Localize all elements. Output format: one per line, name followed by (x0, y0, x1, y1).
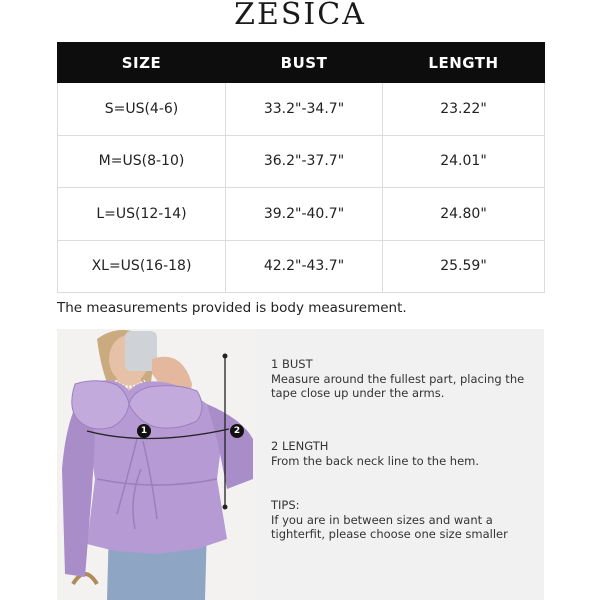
measurement-note: The measurements provided is body measurement. (57, 300, 407, 316)
length-guide (271, 439, 536, 468)
tips-guide (271, 498, 536, 541)
cell-size: L=US(12-14) (58, 188, 226, 241)
cell-size: XL=US(16-18) (58, 240, 226, 293)
table-row (58, 135, 545, 188)
cell-length: 24.80" (383, 188, 545, 241)
cell-length: 25.59" (383, 240, 545, 293)
measurement-guide-panel (256, 329, 544, 600)
cell-bust: 42.2"-43.7" (226, 240, 383, 293)
table-row (58, 83, 545, 136)
tips-title: TIPS: (271, 498, 300, 512)
cell-size: S=US(4-6) (58, 83, 226, 136)
bust-title: 1 BUST (271, 357, 313, 371)
header-length: LENGTH (383, 43, 545, 83)
header-bust: BUST (226, 43, 383, 83)
cell-bust: 39.2"-40.7" (226, 188, 383, 241)
bust-description: Measure around the fullest part, placing the tape close up under the arms. (271, 372, 525, 400)
model-photo (57, 329, 257, 600)
bust-guide (271, 357, 536, 400)
marker-length: 2 (230, 424, 244, 438)
cell-length: 23.22" (383, 83, 545, 136)
cell-size: M=US(8-10) (58, 135, 226, 188)
header-size: SIZE (58, 43, 226, 83)
cell-length: 24.01" (383, 135, 545, 188)
cell-bust: 33.2"-34.7" (226, 83, 383, 136)
table-row (58, 188, 545, 241)
length-description: From the back neck line to the hem. (271, 454, 480, 468)
table-row (58, 240, 545, 293)
tips-description: If you are in between sizes and want a tighterfit, please choose one size smaller (271, 513, 508, 541)
table-header-row (58, 43, 545, 83)
cell-bust: 36.2"-37.7" (226, 135, 383, 188)
brand-logo: ZESICA (234, 0, 366, 32)
length-title: 2 LENGTH (271, 439, 329, 453)
marker-bust: 1 (137, 424, 151, 438)
size-chart-table (57, 42, 545, 293)
